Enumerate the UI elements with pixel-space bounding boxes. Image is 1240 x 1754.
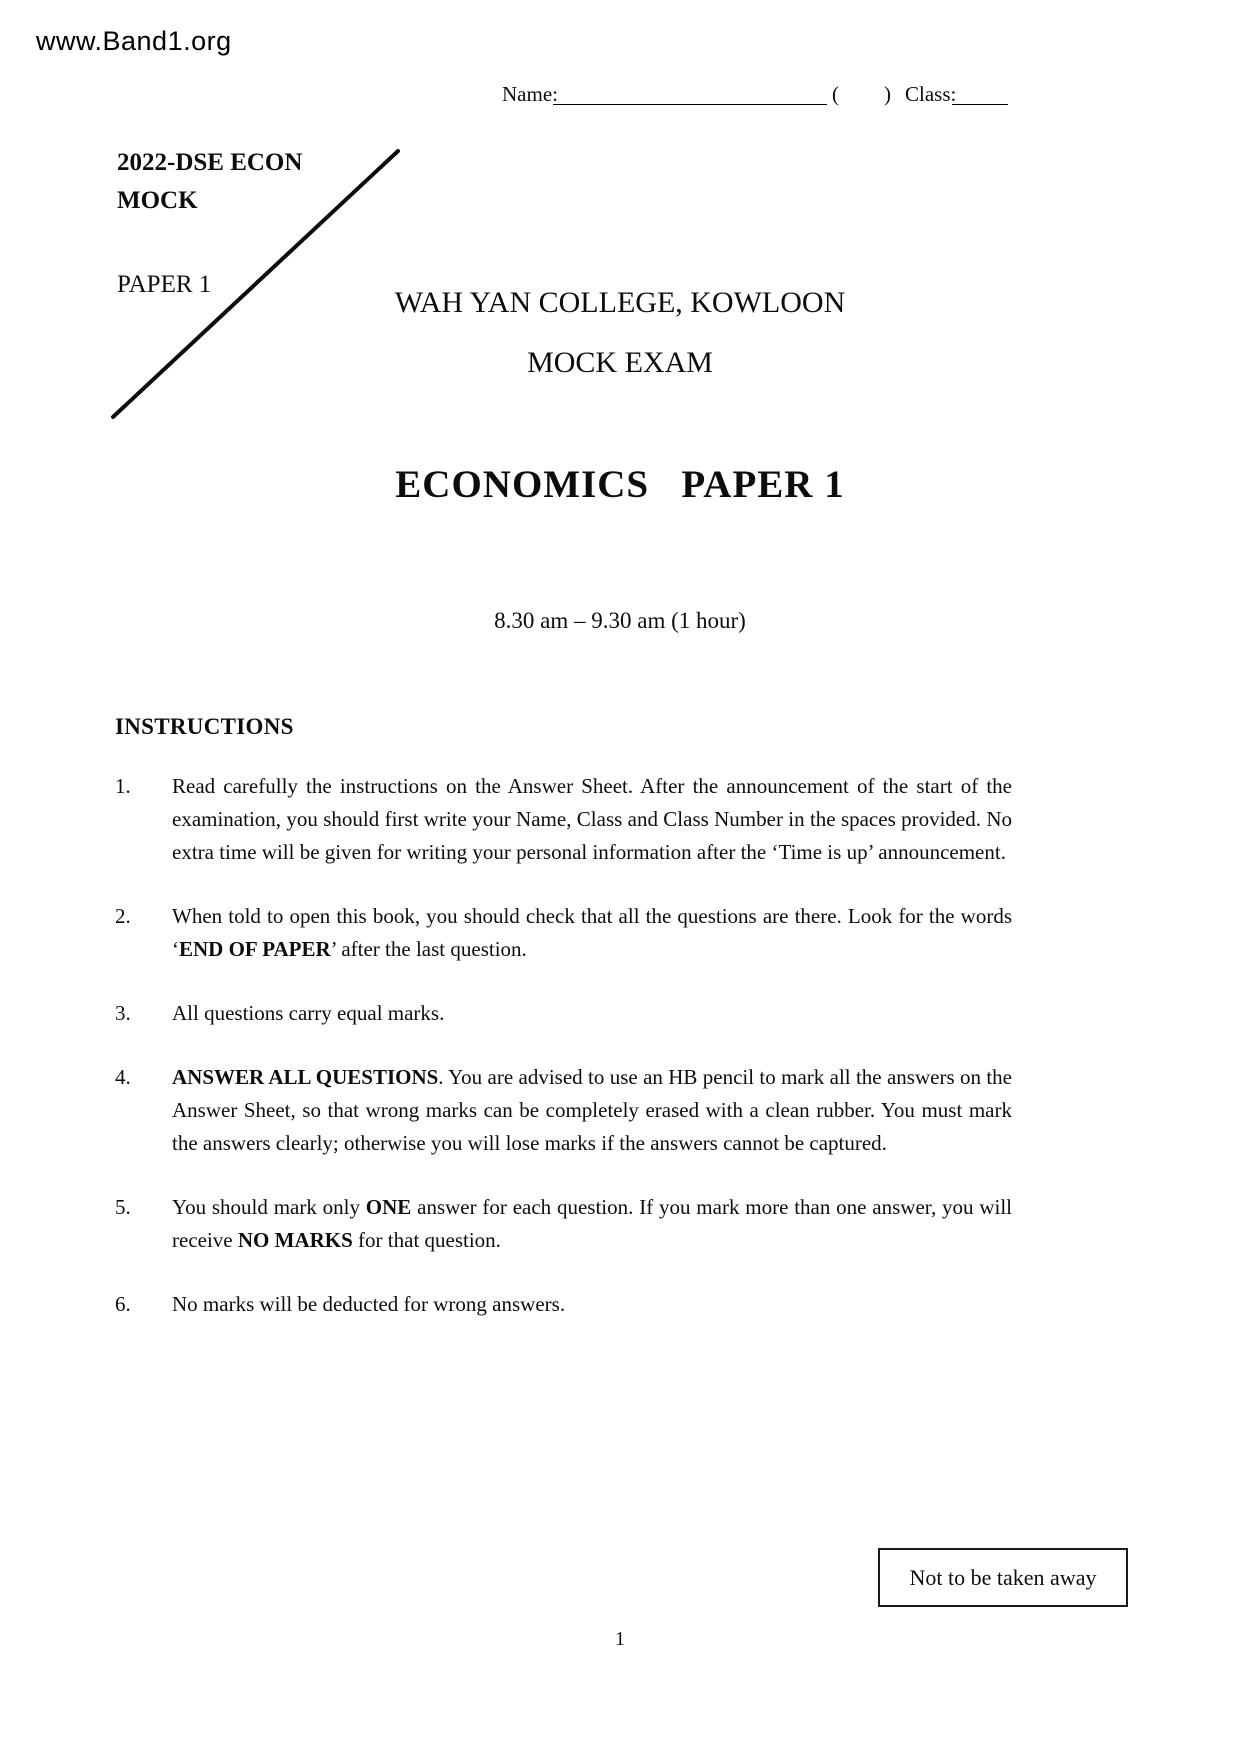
- class-number-paren-open: (: [832, 82, 839, 106]
- exam-name: MOCK EXAM: [527, 346, 713, 379]
- instruction-text: All questions carry equal marks.: [172, 1001, 445, 1025]
- class-fill-line: [952, 80, 1008, 105]
- exam-code-line2: MOCK: [117, 187, 198, 214]
- instruction-text: When told to open this book, you should check that all the questions are there. Look for the words ‘END OF PAPER’ after the last question.: [172, 904, 1012, 961]
- instruction-number: 2.: [115, 904, 131, 928]
- paper-title: ECONOMICS PAPER 1: [395, 463, 845, 506]
- instruction-number: 4.: [115, 1065, 131, 1089]
- name-class-row: [0, 80, 1240, 114]
- diagonal-strike-line: [100, 138, 412, 430]
- instruction-item: [115, 997, 1012, 1030]
- name-fill-line: [553, 80, 827, 105]
- instruction-text: ANSWER ALL QUESTIONS. You are advised to use an HB pencil to mark all the answers on the Answer Sheet, so that wrong marks can be completely erased with a clean rubber. You must mark the answers clearly; otherwise you will lose marks if the answers cannot be captured.: [172, 1065, 1012, 1155]
- instruction-item: [115, 1288, 1012, 1321]
- instruction-number: 1.: [115, 774, 131, 798]
- instruction-item: [115, 1191, 1012, 1257]
- school-name: WAH YAN COLLEGE, KOWLOON: [394, 286, 846, 319]
- instruction-number: 3.: [115, 1001, 131, 1025]
- instruction-item: [115, 1061, 1012, 1160]
- notice-box: [878, 1548, 1128, 1607]
- watermark-url: www.Band1.org: [36, 26, 232, 56]
- instructions-heading: INSTRUCTIONS: [115, 714, 294, 739]
- exam-code-line1: 2022-DSE ECON: [117, 149, 303, 176]
- name-label: Name:: [502, 82, 558, 106]
- page-number: 1: [615, 1628, 625, 1650]
- instructions-section: [115, 714, 1012, 1352]
- instruction-number: 5.: [115, 1195, 131, 1219]
- class-number-paren-close: ): [884, 82, 891, 106]
- instruction-text: No marks will be deducted for wrong answers.: [172, 1292, 566, 1316]
- class-label: Class:: [905, 82, 957, 106]
- instruction-text: You should mark only ONE answer for each question. If you mark more than one answer, you will receive NO MARKS for that question.: [172, 1195, 1012, 1252]
- instruction-item: [115, 900, 1012, 966]
- instructions-list: [115, 770, 1012, 1321]
- instruction-text: Read carefully the instructions on the Answer Sheet. After the announcement of the start of the examination, you should first write your Name, Class and Class Number in the spaces provided. No extra time will be given for writing your personal information after the ‘Time is up’ announcement.: [172, 774, 1012, 864]
- instruction-item: [115, 770, 1012, 869]
- exam-time: 8.30 am – 9.30 am (1 hour): [494, 608, 746, 633]
- instruction-number: 6.: [115, 1292, 131, 1316]
- exam-code-paper: PAPER 1: [117, 271, 212, 298]
- notice-text: Not to be taken away: [909, 1565, 1097, 1590]
